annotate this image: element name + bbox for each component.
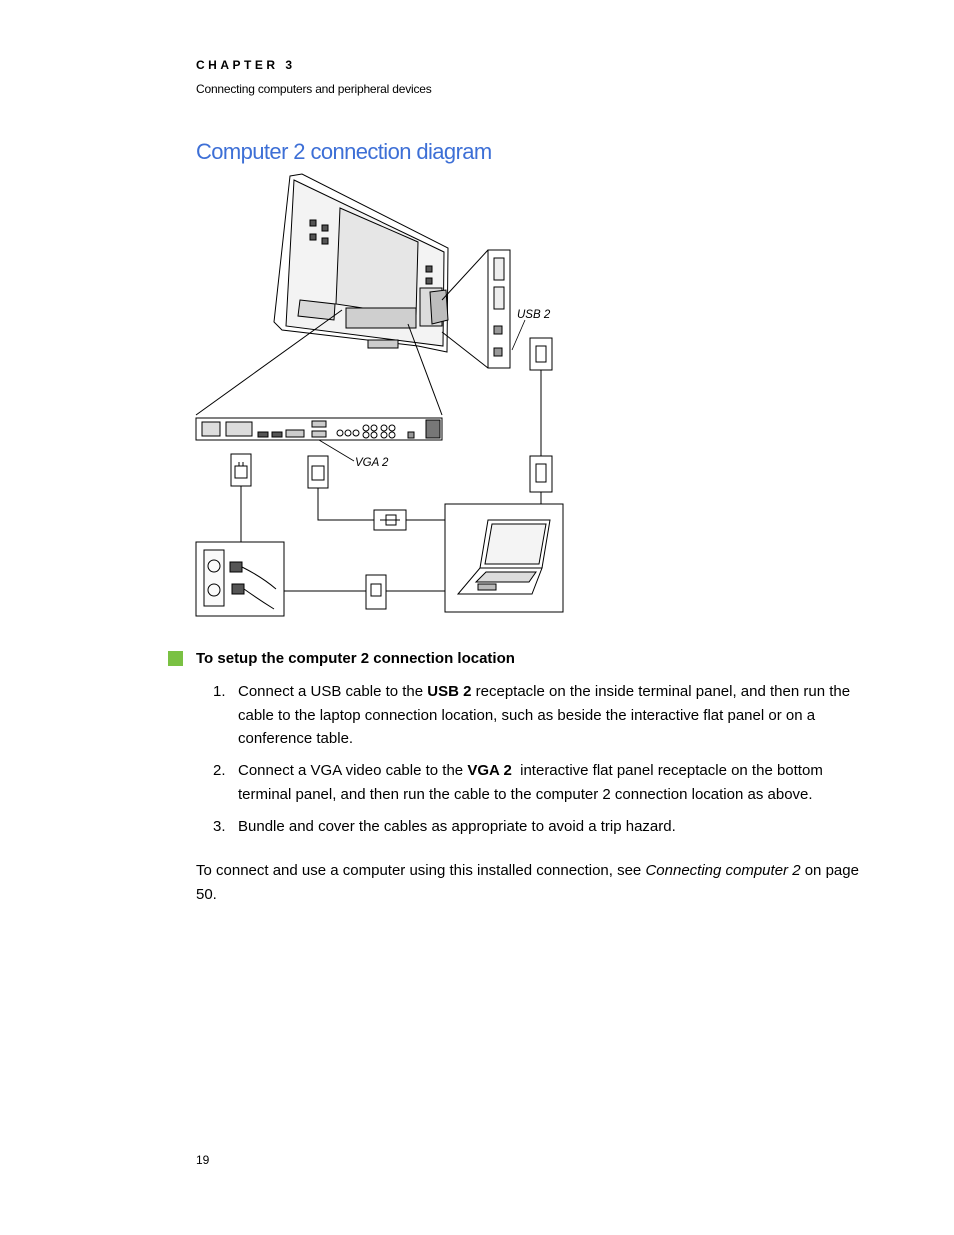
power-cable-icon bbox=[366, 575, 386, 609]
wall-outlet-illustration bbox=[196, 542, 284, 616]
step-number: 2. bbox=[213, 762, 226, 779]
step-item bbox=[196, 815, 866, 839]
page-heading: Computer 2 connection diagram bbox=[196, 139, 492, 164]
step-number: 1. bbox=[213, 683, 226, 700]
step-text: interactive flat panel receptacle on the bottom terminal panel, and then run the cable to the computer 2 connection location as above. bbox=[238, 762, 827, 803]
chapter-label: CHAPTER 3 bbox=[196, 58, 296, 72]
step-emphasis: USB 2 bbox=[427, 683, 472, 700]
procedure-marker-icon bbox=[168, 651, 183, 666]
vga-connector-icon bbox=[308, 456, 328, 488]
chapter-subtitle: Connecting computers and peripheral devices bbox=[196, 82, 432, 96]
step-text: Connect a VGA video cable to the bbox=[238, 762, 468, 779]
step-text: Bundle and cover the cables as appropriate to avoid a trip hazard. bbox=[238, 817, 676, 835]
paragraph-text: on page 50. bbox=[196, 862, 859, 903]
page-number: 19 bbox=[196, 1153, 210, 1167]
procedure-steps bbox=[196, 680, 866, 847]
flat-panel-illustration bbox=[274, 174, 448, 352]
step-item bbox=[196, 680, 866, 751]
step-emphasis: VGA 2 bbox=[467, 762, 512, 779]
bottom-terminal-panel bbox=[196, 418, 442, 440]
procedure-title: To setup the computer 2 connection location bbox=[196, 650, 515, 667]
usb-2-label: USB 2 bbox=[517, 309, 551, 321]
power-plug-icon bbox=[231, 454, 251, 486]
inside-terminal-panel bbox=[488, 250, 510, 368]
laptop-illustration bbox=[445, 504, 563, 612]
step-text: receptacle on the inside terminal panel, and then run the cable to the laptop connection location, such as beside the interactive flat panel or on a conference table. bbox=[238, 683, 851, 747]
step-text: Connect a USB cable to the bbox=[238, 683, 428, 700]
step-item bbox=[196, 759, 866, 806]
step-number: 3. bbox=[213, 817, 226, 835]
usb-connector-top-icon bbox=[530, 338, 552, 370]
usb-connector-bottom-icon bbox=[530, 456, 552, 492]
vga-2-label: VGA 2 bbox=[355, 457, 389, 469]
cross-reference-link[interactable]: Connecting computer 2 bbox=[645, 862, 801, 879]
cross-reference-paragraph bbox=[196, 859, 866, 906]
paragraph-text: To connect and use a computer using this installed connection, see bbox=[196, 862, 646, 879]
connection-diagram bbox=[190, 170, 570, 620]
